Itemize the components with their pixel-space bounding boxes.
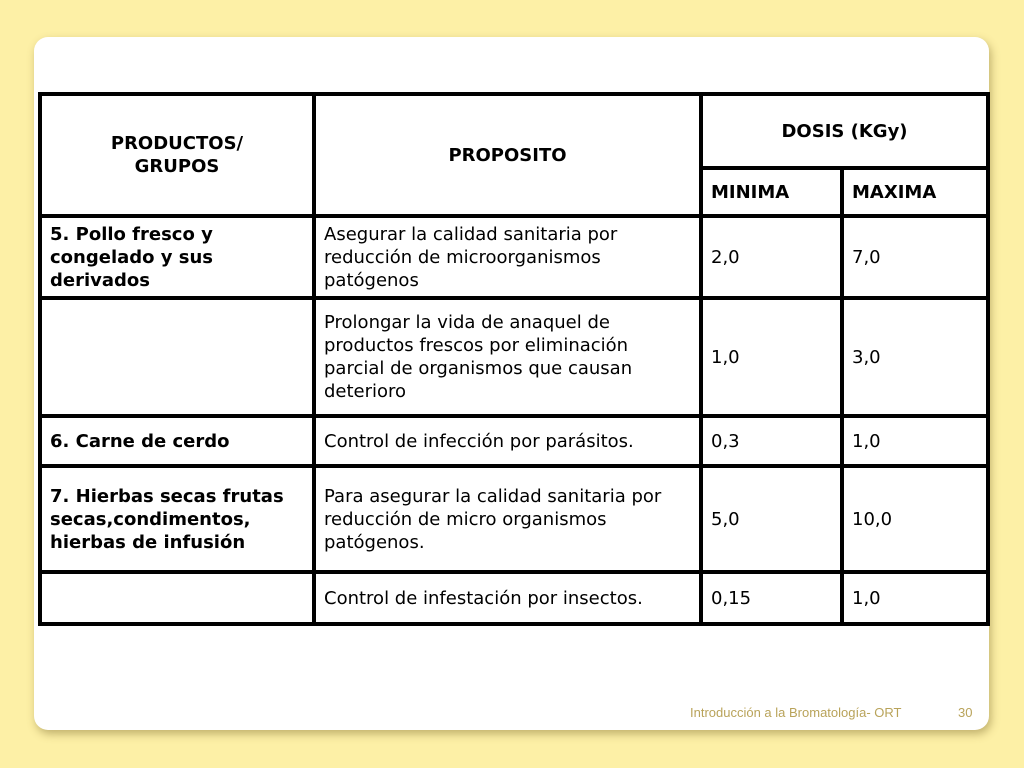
cell-producto: 7. Hierbas secas frutas secas,condimentos, hierbas de infusión — [40, 466, 314, 572]
table-row — [40, 466, 988, 572]
cell-minima: 0,15 — [701, 572, 842, 624]
cell-maxima: 1,0 — [842, 416, 988, 466]
footer-text: Introducción a la Bromatología- ORT — [690, 705, 902, 720]
cell-maxima: 7,0 — [842, 216, 988, 298]
cell-proposito: Asegurar la calidad sanitaria por reducción de microorganismos patógenos — [314, 216, 701, 298]
cell-proposito: Control de infestación por insectos. — [314, 572, 701, 624]
header-productos: PRODUCTOS/ GRUPOS — [40, 94, 314, 216]
page-number: 30 — [958, 705, 973, 720]
table-row — [40, 298, 988, 416]
cell-maxima: 3,0 — [842, 298, 988, 416]
cell-minima: 1,0 — [701, 298, 842, 416]
cell-proposito: Control de infección por parásitos. — [314, 416, 701, 466]
header-dosis: DOSIS (KGy) — [701, 94, 988, 168]
header-maxima: MAXIMA — [842, 168, 988, 216]
header-proposito: PROPOSITO — [314, 94, 701, 216]
cell-minima: 5,0 — [701, 466, 842, 572]
cell-maxima: 1,0 — [842, 572, 988, 624]
cell-producto: 6. Carne de cerdo — [40, 416, 314, 466]
cell-minima: 0,3 — [701, 416, 842, 466]
header-row — [40, 94, 988, 168]
irradiation-dose-table — [38, 92, 990, 626]
cell-producto — [40, 572, 314, 624]
table-row — [40, 572, 988, 624]
cell-proposito: Para asegurar la calidad sanitaria por reducción de micro organismos patógenos. — [314, 466, 701, 572]
cell-proposito: Prolongar la vida de anaquel de productos frescos por eliminación parcial de organismos que causan deterioro — [314, 298, 701, 416]
cell-producto — [40, 298, 314, 416]
table-row — [40, 216, 988, 298]
cell-producto: 5. Pollo fresco y congelado y sus derivados — [40, 216, 314, 298]
header-minima: MINIMA — [701, 168, 842, 216]
cell-maxima: 10,0 — [842, 466, 988, 572]
table-row — [40, 416, 988, 466]
cell-minima: 2,0 — [701, 216, 842, 298]
